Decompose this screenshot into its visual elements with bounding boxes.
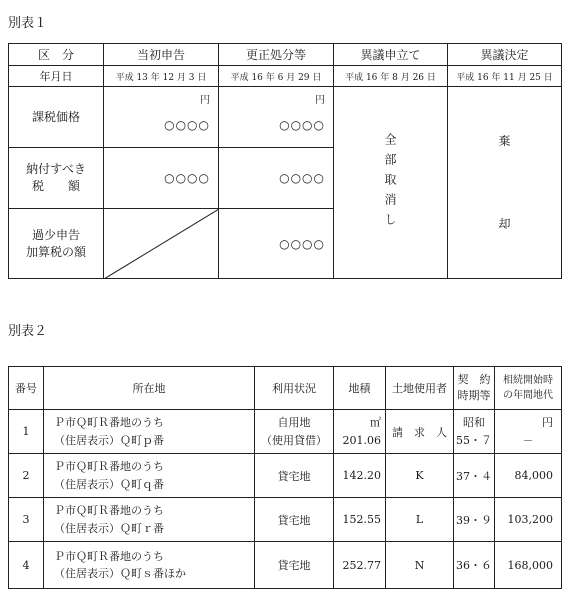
location-line: Ｐ市Ｑ町Ｒ番地のうち: [54, 460, 164, 474]
decision-top: 棄: [498, 134, 511, 148]
header-line: 相続開始時: [503, 375, 553, 386]
row-location: [44, 454, 255, 498]
header-correction: 更正処分等: [219, 44, 334, 66]
label-line: 加算税の額: [25, 244, 86, 259]
table1: [8, 43, 562, 279]
date-decision: 平成 16 年 11 月 25 日: [448, 66, 562, 87]
row-no: 4: [9, 542, 44, 589]
decision-bottom: 却: [498, 217, 511, 231]
header-objection: 異議申立て: [334, 44, 448, 66]
row-usage: 貸宅地: [255, 454, 334, 498]
cell-penalty-initial: [104, 209, 219, 279]
header-initial: 当初申告: [104, 44, 219, 66]
rent-value: －: [522, 433, 534, 447]
row-land-user: N: [386, 542, 454, 589]
header-line: の年間地代: [503, 390, 553, 401]
contract-line: 55・７: [456, 433, 492, 447]
row-annual-rent: 103,200: [495, 498, 562, 542]
date-correction: 平成 16 年 6 月 29 日: [219, 66, 334, 87]
row-no: 3: [9, 498, 44, 542]
row-land-user: K: [386, 454, 454, 498]
cell-penalty-correction: ○○○○: [219, 209, 334, 279]
label-line: 納付すべき: [26, 162, 86, 177]
unit-yen: 円: [315, 95, 325, 106]
location-line: Ｐ市Ｑ町Ｒ番地のうち: [54, 504, 164, 518]
contract-line: 昭和: [463, 416, 485, 430]
objection-text: 全部取消し: [383, 132, 397, 233]
header-land-user: 土地使用者: [386, 367, 454, 410]
row-annual-rent: [495, 410, 562, 454]
cell-objection-result: [334, 87, 448, 279]
table1-caption: 別表１: [8, 16, 48, 31]
label-tax-payable: [9, 148, 104, 209]
date-objection: 平成 16 年 8 月 26 日: [334, 66, 448, 87]
usage-line: （使用貸借）: [261, 433, 327, 447]
cell-payable-initial: ○○○○: [104, 148, 219, 209]
header-area: 地積: [334, 367, 386, 410]
table-row: [9, 410, 562, 454]
header-no: 番号: [9, 367, 44, 410]
table2: [8, 366, 562, 589]
location-line: （住居表示）Ｑ町ｒ番: [54, 521, 164, 535]
table2-header-row: [9, 367, 562, 410]
diagonal-strike-line: [104, 209, 219, 279]
table2-caption: 別表２: [8, 324, 48, 339]
row-no: 1: [9, 410, 44, 454]
row-land-user: 請 求 人: [386, 410, 454, 454]
area-unit: ㎡: [370, 416, 381, 430]
header-category: 区 分: [9, 44, 104, 66]
header-annual-rent: [495, 367, 562, 410]
row-land-user: L: [386, 498, 454, 542]
row-area: 252.77: [334, 542, 386, 589]
row-usage: 貸宅地: [255, 542, 334, 589]
row-annual-rent: 84,000: [495, 454, 562, 498]
row-annual-rent: 168,000: [495, 542, 562, 589]
row-taxable-value: [9, 87, 562, 148]
row-contract: 36・６: [454, 542, 495, 589]
header-usage: 利用状況: [255, 367, 334, 410]
row-contract: [454, 410, 495, 454]
row-no: 2: [9, 454, 44, 498]
table-row: [9, 542, 562, 589]
row-contract: 39・９: [454, 498, 495, 542]
location-line: （住居表示）Ｑ町ｓ番ほか: [54, 567, 186, 580]
unit-yen: 円: [200, 95, 210, 106]
cell-taxable-correction: [219, 87, 334, 148]
table1-header-row: [9, 44, 562, 66]
label-penalty-tax: [9, 209, 104, 279]
location-line: Ｐ市Ｑ町Ｒ番地のうち: [54, 416, 164, 430]
row-usage: [255, 410, 334, 454]
row-location: [44, 542, 255, 589]
row-contract: 37・４: [454, 454, 495, 498]
header-line: 契 約: [457, 372, 491, 386]
label-line: 税 額: [31, 179, 80, 193]
table1-date-row: [9, 66, 562, 87]
value: ○○○○: [279, 118, 325, 132]
header-line: 時期等: [457, 389, 491, 402]
row-usage: 貸宅地: [255, 498, 334, 542]
header-decision: 異議決定: [448, 44, 562, 66]
row-location: [44, 498, 255, 542]
row-area: [334, 410, 386, 454]
rent-unit: 円: [542, 416, 553, 430]
location-line: Ｐ市Ｑ町Ｒ番地のうち: [54, 549, 164, 563]
date-initial: 平成 13 年 12 月 3 日: [104, 66, 219, 87]
label-taxable-value: [9, 87, 104, 148]
row-area: 152.55: [334, 498, 386, 542]
row-location: [44, 410, 255, 454]
row-area: 142.20: [334, 454, 386, 498]
location-line: （住居表示）Ｑ町ｐ番: [54, 433, 164, 447]
label-line: 過少申告: [31, 227, 80, 242]
usage-line: 自用地: [277, 416, 311, 430]
location-line: （住居表示）Ｑ町ｑ番: [54, 477, 164, 491]
table-row: [9, 498, 562, 542]
date-label: 年月日: [9, 66, 104, 87]
area-value: 201.06: [342, 433, 381, 447]
cell-taxable-initial: [104, 87, 219, 148]
header-location: 所在地: [44, 367, 255, 410]
label-line: 課税価格: [31, 109, 80, 124]
cell-payable-correction: ○○○○: [219, 148, 334, 209]
value: ○○○○: [164, 118, 210, 132]
table-row: [9, 454, 562, 498]
cell-decision-result: [448, 87, 562, 279]
header-contract: [454, 367, 495, 410]
